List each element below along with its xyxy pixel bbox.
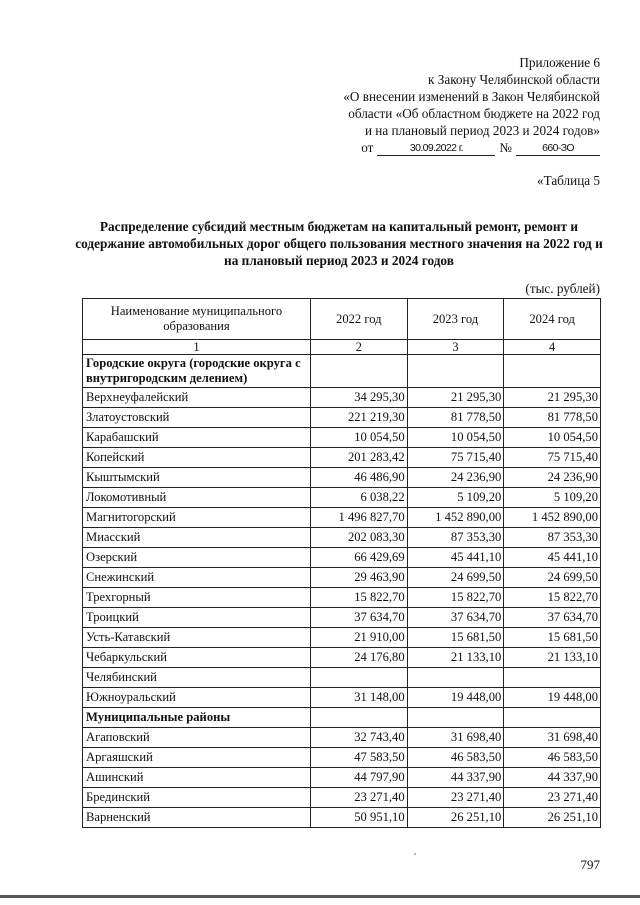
municipality-name: Озерский — [83, 548, 311, 568]
value-2023: 31 698,40 — [407, 728, 504, 748]
value-2023: 21 295,30 — [407, 388, 504, 408]
value-2024: 23 271,40 — [504, 788, 601, 808]
value-2024: 37 634,70 — [504, 608, 601, 628]
appendix-line: области «Об областном бюджете на 2022 год — [348, 106, 600, 121]
table-row — [83, 428, 601, 448]
empty-cell — [504, 355, 601, 388]
scan-speck — [414, 853, 416, 855]
municipality-name: Ашинский — [83, 768, 311, 788]
page-number: 797 — [580, 857, 600, 872]
value-2022: 201 283,42 — [310, 448, 407, 468]
municipality-name: Челябинский — [83, 668, 311, 688]
value-2022: 47 583,50 — [310, 748, 407, 768]
municipality-name: Брединский — [83, 788, 311, 808]
table-row — [83, 788, 601, 808]
value-2023: 24 236,90 — [407, 468, 504, 488]
section-title: Муниципальные районы — [83, 708, 311, 728]
value-2023: 46 583,50 — [407, 748, 504, 768]
table-row — [83, 688, 601, 708]
municipality-name: Златоустовский — [83, 408, 311, 428]
value-2024: 87 353,30 — [504, 528, 601, 548]
value-2023: 10 054,50 — [407, 428, 504, 448]
value-2022: 44 797,90 — [310, 768, 407, 788]
value-2024: 44 337,90 — [504, 768, 601, 788]
value-2022: 15 822,70 — [310, 588, 407, 608]
table-row — [83, 408, 601, 428]
value-2024: 1 452 890,00 — [504, 508, 601, 528]
value-2022: 221 219,30 — [310, 408, 407, 428]
empty-cell — [310, 355, 407, 388]
appendix-line: и на плановый период 2023 и 2024 годов» — [364, 123, 600, 138]
empty-cell — [407, 355, 504, 388]
value-2022: 6 038,22 — [310, 488, 407, 508]
table-row — [83, 548, 601, 568]
table-row — [83, 388, 601, 408]
municipality-name: Агаповский — [83, 728, 311, 748]
table-row — [83, 448, 601, 468]
table-row — [83, 808, 601, 828]
value-2023: 19 448,00 — [407, 688, 504, 708]
column-number-row — [83, 340, 601, 355]
value-2022: 50 951,10 — [310, 808, 407, 828]
value-2024: 45 441,10 — [504, 548, 601, 568]
table-header-row — [83, 299, 601, 340]
value-2022: 23 271,40 — [310, 788, 407, 808]
table-row — [83, 748, 601, 768]
value-2024: 46 583,50 — [504, 748, 601, 768]
municipality-name: Миасский — [83, 528, 311, 548]
header-2023: 2023 год — [407, 299, 504, 340]
value-2022: 37 634,70 — [310, 608, 407, 628]
table-label: «Таблица 5 — [537, 173, 600, 188]
table-row — [83, 768, 601, 788]
municipality-name: Верхнеуфалейский — [83, 388, 311, 408]
value-2023: 87 353,30 — [407, 528, 504, 548]
municipality-name: Варненский — [83, 808, 311, 828]
document-title: Распределение субсидий местным бюджетам на капитальный ремонт, ремонт и содержание автомобильных дорог общего пользования местного значения на 2022 год и на плановый период 2023 и 2024 годов — [75, 219, 603, 268]
value-2022: 46 486,90 — [310, 468, 407, 488]
value-2022: 21 910,00 — [310, 628, 407, 648]
municipality-name: Кыштымский — [83, 468, 311, 488]
value-2024: 19 448,00 — [504, 688, 601, 708]
value-2022: 66 429,69 — [310, 548, 407, 568]
municipality-name: Копейский — [83, 448, 311, 468]
value-2022: 29 463,90 — [310, 568, 407, 588]
appendix-line: к Закону Челябинской области — [428, 72, 600, 87]
table-row — [83, 628, 601, 648]
value-2024: 15 681,50 — [504, 628, 601, 648]
scan-edge — [0, 895, 640, 898]
value-2023: 26 251,10 — [407, 808, 504, 828]
value-2023: 21 133,10 — [407, 648, 504, 668]
column-number: 2 — [310, 340, 407, 355]
municipality-name: Южноуральский — [83, 688, 311, 708]
units-label: (тыс. рублей) — [525, 281, 600, 296]
subsidy-table — [82, 298, 601, 828]
value-2023: 23 271,40 — [407, 788, 504, 808]
municipality-name: Магнитогорский — [83, 508, 311, 528]
value-2024: 15 822,70 — [504, 588, 601, 608]
value-2022: 10 054,50 — [310, 428, 407, 448]
law-number: 660-ЗО — [516, 142, 600, 156]
value-2023: 75 715,40 — [407, 448, 504, 468]
column-number: 3 — [407, 340, 504, 355]
municipality-name: Трехгорный — [83, 588, 311, 608]
municipality-name: Троицкий — [83, 608, 311, 628]
value-2024: 81 778,50 — [504, 408, 601, 428]
value-2024: 24 699,50 — [504, 568, 601, 588]
value-2024: 75 715,40 — [504, 448, 601, 468]
value-2024: 21 295,30 — [504, 388, 601, 408]
municipality-name: Снежинский — [83, 568, 311, 588]
value-2022: 34 295,30 — [310, 388, 407, 408]
value-2022: 1 496 827,70 — [310, 508, 407, 528]
empty-cell — [407, 708, 504, 728]
table-row — [83, 488, 601, 508]
value-2024: 26 251,10 — [504, 808, 601, 828]
municipality-name: Карабашский — [83, 428, 311, 448]
table-row — [83, 588, 601, 608]
table-row — [83, 608, 601, 628]
law-signature-line — [300, 139, 600, 156]
empty-cell — [310, 708, 407, 728]
table-row — [83, 668, 601, 688]
value-2023: 15 822,70 — [407, 588, 504, 608]
municipality-name: Аргаяшский — [83, 748, 311, 768]
value-2022: 24 176,80 — [310, 648, 407, 668]
table-row — [83, 568, 601, 588]
section-header-row — [83, 708, 601, 728]
table-row — [83, 648, 601, 668]
header-2022: 2022 год — [310, 299, 407, 340]
value-2023: 24 699,50 — [407, 568, 504, 588]
column-number: 4 — [504, 340, 601, 355]
value-2023: 5 109,20 — [407, 488, 504, 508]
municipality-name: Усть-Катавский — [83, 628, 311, 648]
value-2024 — [504, 668, 601, 688]
value-2023: 15 681,50 — [407, 628, 504, 648]
empty-cell — [504, 708, 601, 728]
number-label: № — [499, 140, 512, 155]
value-2022: 32 743,40 — [310, 728, 407, 748]
table-row — [83, 728, 601, 748]
value-2022: 31 148,00 — [310, 688, 407, 708]
value-2024: 24 236,90 — [504, 468, 601, 488]
table-row — [83, 468, 601, 488]
value-2023: 37 634,70 — [407, 608, 504, 628]
value-2023 — [407, 668, 504, 688]
column-number: 1 — [83, 340, 311, 355]
value-2022 — [310, 668, 407, 688]
value-2022: 202 083,30 — [310, 528, 407, 548]
value-2023: 44 337,90 — [407, 768, 504, 788]
appendix-header — [300, 54, 600, 156]
value-2024: 10 054,50 — [504, 428, 601, 448]
section-header-row — [83, 355, 601, 388]
table-row — [83, 508, 601, 528]
header-2024: 2024 год — [504, 299, 601, 340]
value-2023: 1 452 890,00 — [407, 508, 504, 528]
header-name: Наименование муниципального образования — [83, 299, 311, 340]
value-2024: 21 133,10 — [504, 648, 601, 668]
value-2024: 5 109,20 — [504, 488, 601, 508]
appendix-line: Приложение 6 — [519, 55, 600, 70]
municipality-name: Локомотивный — [83, 488, 311, 508]
appendix-line: «О внесении изменений в Закон Челябинской — [343, 89, 600, 104]
table-row — [83, 528, 601, 548]
municipality-name: Чебаркульский — [83, 648, 311, 668]
table-body — [83, 340, 601, 828]
law-date: 30.09.2022 г. — [377, 142, 495, 156]
value-2023: 45 441,10 — [407, 548, 504, 568]
from-label: от — [361, 140, 374, 155]
value-2024: 31 698,40 — [504, 728, 601, 748]
value-2023: 81 778,50 — [407, 408, 504, 428]
section-title: Городские округа (городские округа с внутригородским делением) — [83, 355, 311, 388]
